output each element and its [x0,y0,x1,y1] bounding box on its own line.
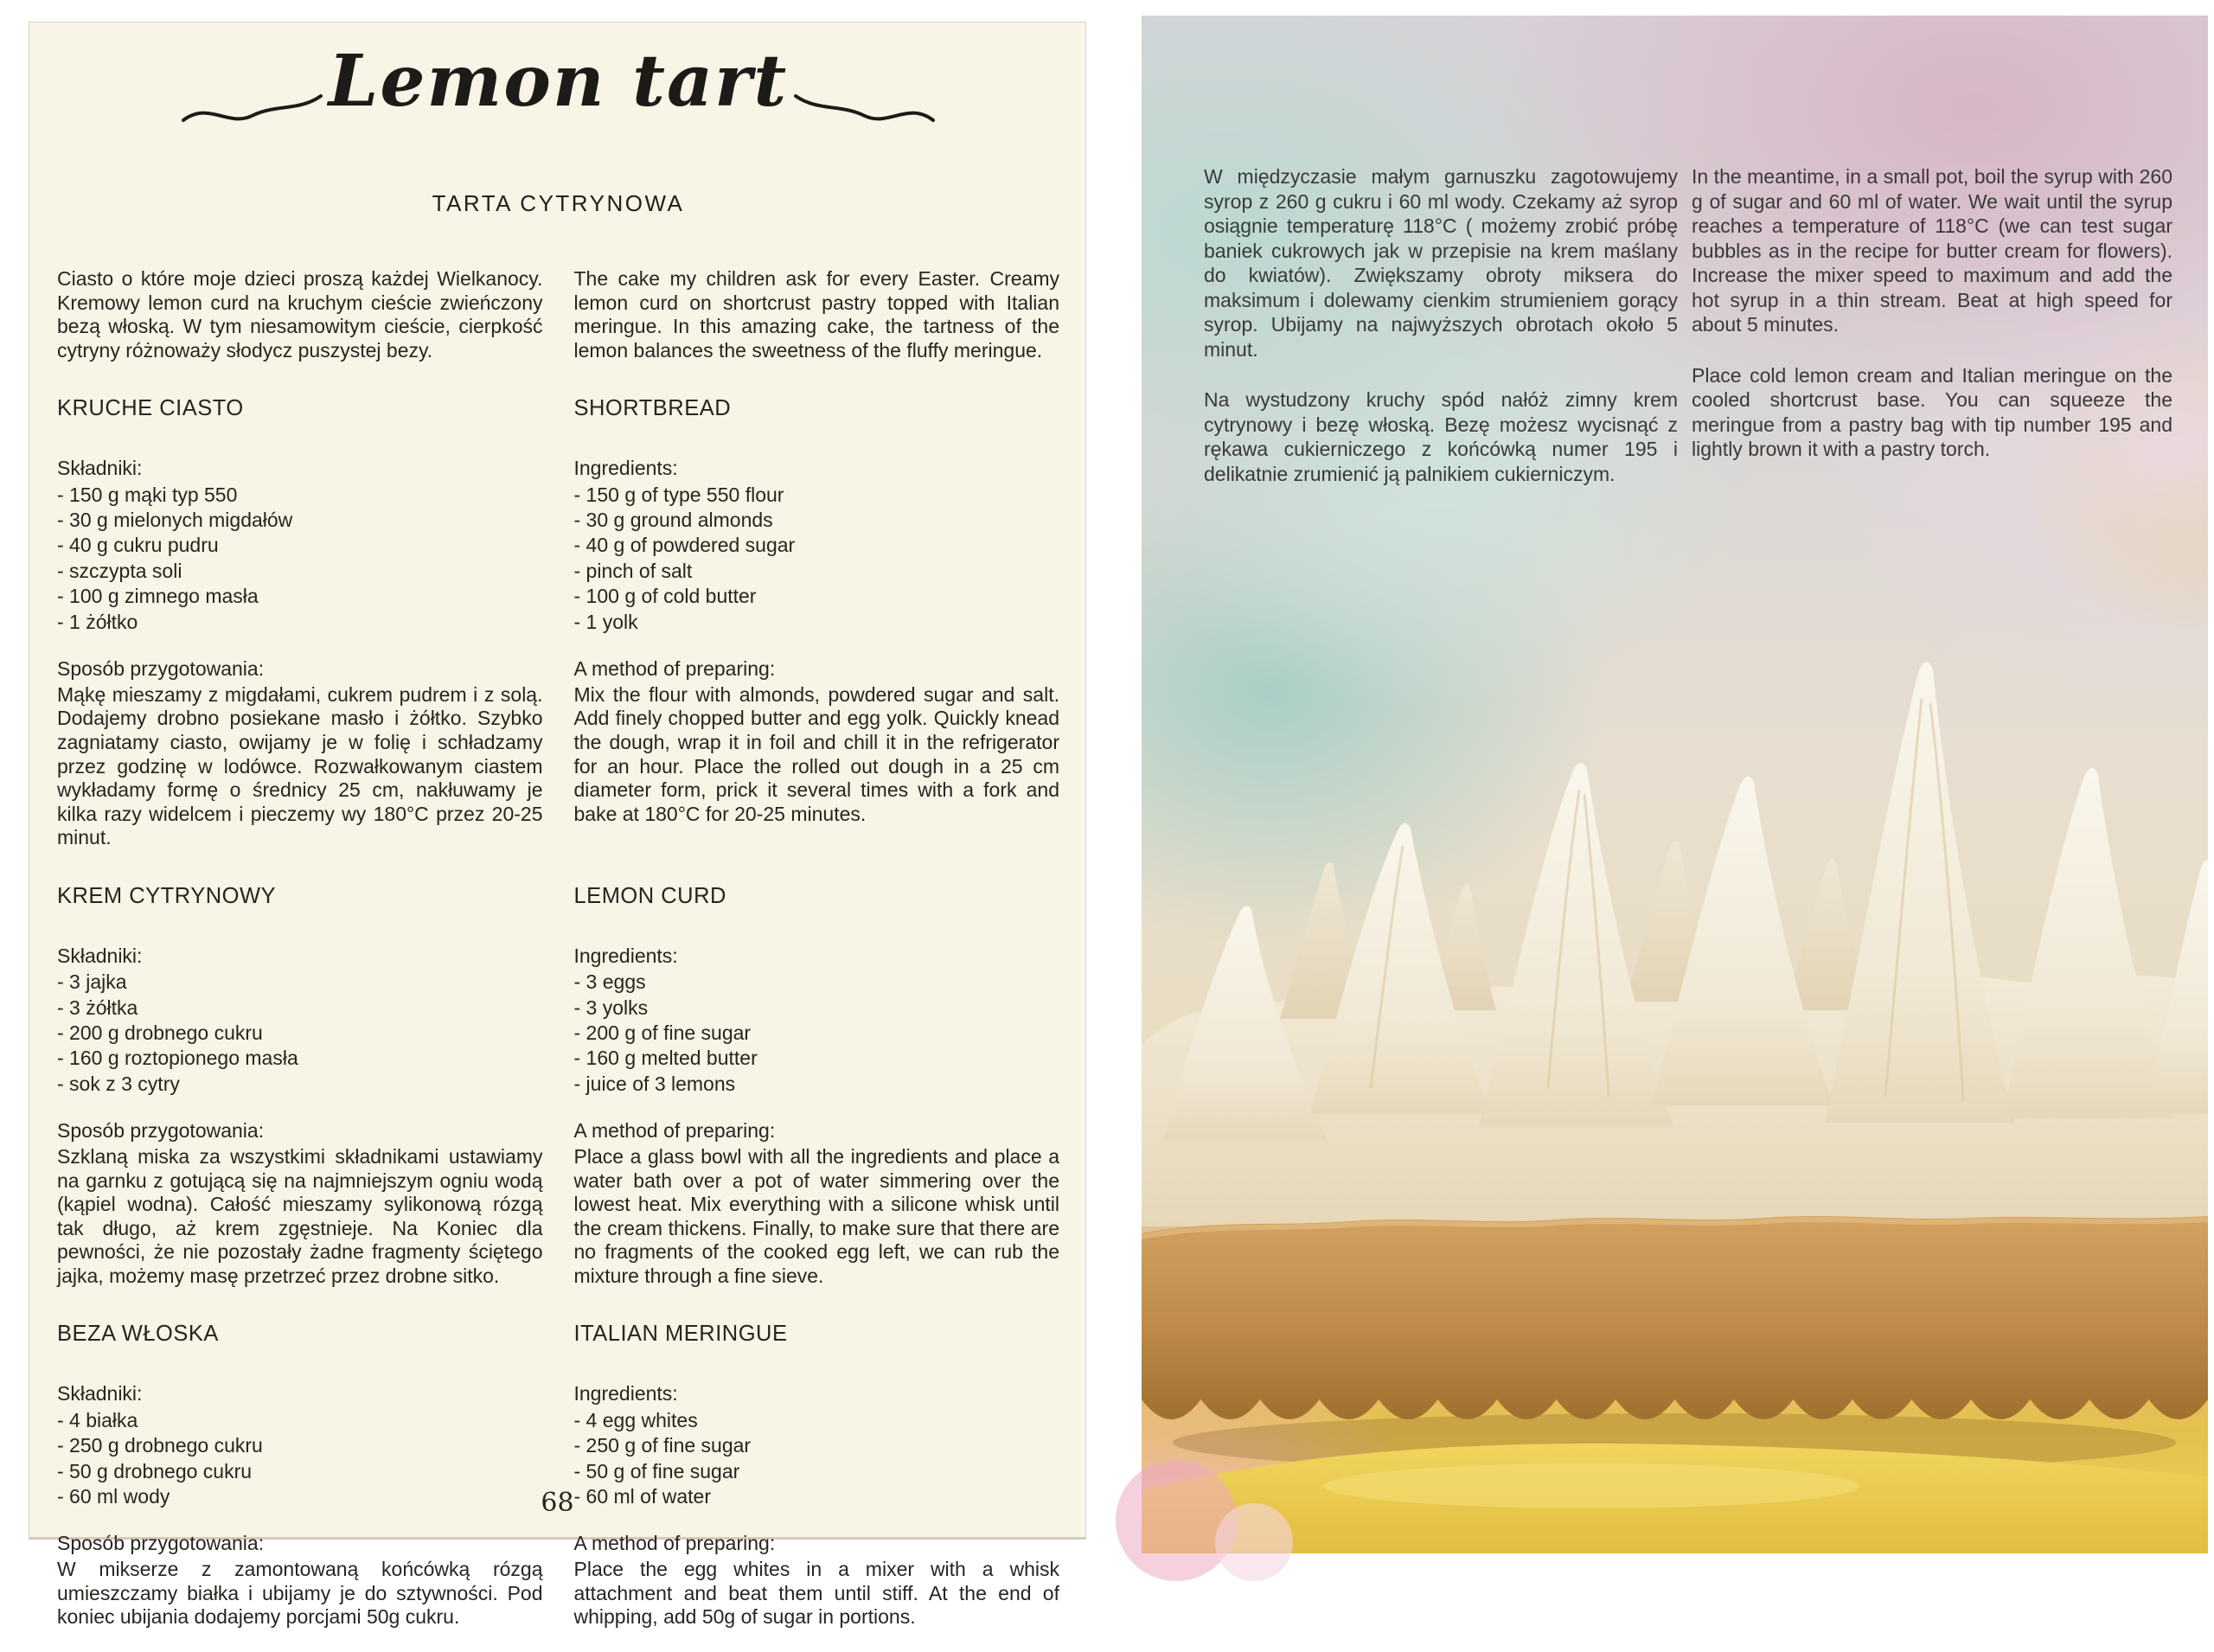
section-shortbread [574,385,1060,635]
ingredients-list [57,970,543,1097]
page-title: Lemon tart [328,40,789,124]
ingredient-item: - 1 żółtko [57,610,138,633]
ingredient-item: - szczypta soli [57,559,182,582]
ingredient-item: - 60 ml of water [573,1484,711,1508]
ingredient-item: - 250 g of fine sugar [573,1434,752,1457]
ingredient-item: - 3 żółtka [57,996,138,1019]
section-kruche-ciasto [57,385,543,635]
method-italian-meringue [574,1532,1060,1629]
ingredient-item: - 40 g cukru pudru [57,534,219,557]
ingredient-item: - 3 yolks [573,996,649,1019]
method-paragraph: Szklaną miska za wszystkimi składnikami ustawiamy na garnku z gotującą się na najmniejszym ogniu wodą (kąpiel wodna). Całość mieszamy sylikonową rózgą tak długo, aż krem zgęstnieje. Na Koniec dla pewności, że nie pozostały żadne fragmenty ściętego jajka, możemy masę przetrzeć przez drobne sitko. [57,1144,543,1287]
section-krem-cytrynowy [57,873,543,1097]
intro-pl [57,267,543,362]
method-label: Sposób przygotowania: [57,1532,265,1555]
section-beza-wloska [57,1310,543,1509]
method-label: A method of preparing: [573,657,776,681]
flourish-right-icon [793,86,936,142]
method-paragraph: Mix the flour with almonds, powdered sugar and salt. Add finely chopped butter and egg yolk. Quickly knead the dough, wrap it in foil and chill it in the refrigerator for an hour. Place the rolled out dough in a 25 cm diameter form, prick it several times with a fork and bake at 180°C for 20-25 minutes. [573,682,1059,825]
method-paragraph: Place the egg whites in a mixer with a whisk attachment and beat them until stiff. At the end of whipping, add 50g of sugar in portions. [573,1558,1059,1629]
ingredient-item: - 50 g drobnego cukru [57,1459,253,1482]
ingredient-item: - 50 g of fine sugar [573,1459,740,1482]
section-lemon-curd [574,873,1060,1097]
ingredient-item: - juice of 3 lemons [573,1072,736,1095]
ingredients-label: Składniki: [57,456,143,479]
ingredients-label: Składniki: [57,1382,143,1405]
method-label: A method of preparing: [573,1532,776,1555]
section-heading: SHORTBREAD [573,396,732,421]
section-heading: LEMON CURD [573,883,726,908]
ingredient-item: - 160 g melted butter [573,1047,758,1070]
flourish-left-icon [181,86,323,142]
page-number: 68 [541,1488,574,1518]
section-heading: ITALIAN MERINGUE [573,1322,788,1347]
section-italian-meringue [574,1310,1060,1509]
ingredients-label: Ingredients: [573,944,678,967]
ingredient-item: - 60 ml wody [57,1484,170,1508]
photo-paragraph: Place cold lemon cream and Italian meringue on the cooled shortcrust base. You can squeeze the meringue from a pastry bag with tip number 195 and lightly brown it with a pastry torch. [1692,363,2172,461]
method-kruche-ciasto [57,657,543,850]
ingredients-list [574,483,1060,636]
intro-paragraph: The cake my children ask for every Easter. Creamy lemon curd on shortcrust pastry topped with Italian meringue. In this amazing cake, the tartness of the lemon balances the sweetness of the fluffy meringue. [573,267,1059,362]
section-heading: BEZA WŁOSKA [57,1322,219,1347]
recipe-page [29,22,1086,1629]
photo-paragraph: W międzyczasie małym garnuszku zagotowujemy syrop z 260 g cukru i 60 ml wody. Czekamy aż syrop osiągnie temperaturę 118°C ( możemy zrobić próbę baniek cukrowych jak w przepisie na krem maślany do kwiatów). Zwiększamy obroty miksera do maksimum i dolewamy cienkim strumieniem gorący syrop. Ubijamy na najwyższych obrotach około 5 minut. [1204,165,1678,361]
page-title-row [57,40,1059,164]
method-label: A method of preparing: [573,1119,776,1143]
method-paragraph: W mikserze z zamontowaną końcówką rózgą umieszczamy białka i ubijamy je do sztywności. Pod koniec ubijania dodajemy porcjami 50g cukru. [57,1558,543,1629]
ingredient-item: - 1 yolk [573,610,638,633]
ingredients-list [57,483,543,636]
recipe-columns [57,267,1059,1652]
intro-paragraph: Ciasto o które moje dzieci proszą każdej Wielkanocy. Kremowy lemon curd na kruchym cieście zwieńczony bezą włoską. W tym niesamowitym cieście, cierpkość cytryny różnoważy słodycz puszystej bezy. [57,267,543,362]
ingredient-item: - 250 g drobnego cukru [57,1434,263,1457]
method-shortbread [574,657,1060,850]
photo-paragraph: Na wystudzony kruchy spód nałóż zimny krem cytrynowy i bezę włoską. Bezę możesz wycisnąć z rękawa cukierniczego z końcówką numer 195 i delikatnie zrumienić ją palnikiem cukierniczym. [1204,388,1678,485]
ingredients-list [574,970,1060,1097]
ingredient-item: - sok z 3 cytry [57,1072,180,1095]
photo-text-column-pl [1204,164,1678,512]
method-paragraph: Place a glass bowl with all the ingredients and place a water bath over a pot of water simmering over the lowest heat. Mix everything with a silicone whisk until the cream thickens. Finally, to make sure that there are no fragments of the cooked egg left, we can rub the mixture through a fine sieve. [573,1144,1059,1287]
ingredient-item: - 30 g ground almonds [573,509,773,531]
ingredient-item: - 4 białka [57,1408,138,1431]
ingredients-label: Ingredients: [573,1382,678,1405]
ingredient-item: - 150 g mąki typ 550 [57,483,238,506]
photo-overlay-text [1204,164,2172,512]
ingredient-item: - 3 eggs [573,970,646,994]
ingredient-item: - 30 g mielonych migdałów [57,509,293,531]
ingredient-item: - 100 g zimnego masła [57,585,259,608]
ingredient-item: - 4 egg whites [573,1408,698,1431]
photo-paragraph: In the meantime, in a small pot, boil the syrup with 260 g of sugar and 60 ml of water. We wait until the syrup reaches a temperature of 118°C (we can test sugar bubbles as in the recipe for butter cream for flowers). Increase the mixer speed to maximum and add the hot syrup in a thin stream. Beat at high speed for about 5 minutes. [1692,165,2172,336]
ingredient-item: - 160 g roztopionego masła [57,1047,298,1070]
method-beza-wloska [57,1532,543,1629]
method-krem-cytrynowy [57,1119,543,1288]
method-label: Sposób przygotowania: [57,1119,265,1143]
intro-en [574,267,1060,362]
section-heading: KRUCHE CIASTO [57,396,244,421]
section-heading: KREM CYTRYNOWY [57,883,277,908]
ingredient-item: - pinch of salt [573,559,693,582]
ingredient-item: - 200 g of fine sugar [573,1021,752,1044]
method-paragraph: Mąkę mieszamy z migdałami, cukrem pudrem i z solą. Dodajemy drobno posiekane masło i żółtko. Szybko zagniatamy ciasto, owijamy je w folię i schładzamy przez godzinę w lodówce. Rozwałkowanym ciastem wykładamy formę o średnicy 25 cm, nakłuwamy je kilka razy widelcem i pieczemy wy 180°C przez 20-25 minut. [57,682,543,849]
ingredient-item: - 100 g of cold butter [573,585,757,608]
tart-photo-page [1142,16,2208,1553]
ingredient-item: - 200 g drobnego cukru [57,1021,263,1044]
page-subtitle: TARTA CYTRYNOWA [432,190,685,216]
ingredients-label: Składniki: [57,944,143,967]
ingredient-item: - 40 g of powdered sugar [573,534,796,557]
method-lemon-curd [574,1119,1060,1288]
ingredient-item: - 3 jajka [57,970,127,994]
method-label: Sposób przygotowania: [57,657,265,681]
ingredients-label: Ingredients: [573,456,678,479]
ingredient-item: - 150 g of type 550 flour [573,483,784,506]
photo-text-column-en [1692,164,2172,512]
